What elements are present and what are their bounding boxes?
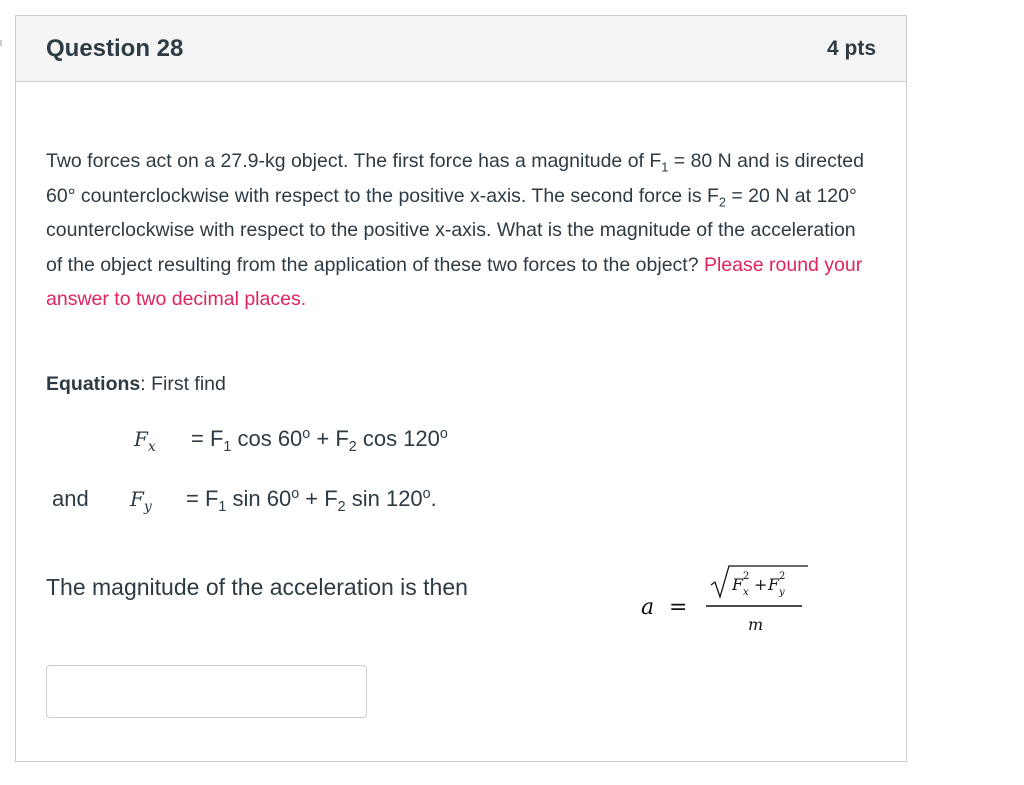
question-points: 4 pts [826,37,876,60]
denominator: m [748,615,764,634]
svg-text:2: 2 [743,571,750,582]
and-label: and [52,486,89,511]
svg-text:x: x [743,587,749,598]
svg-text:F: F [732,575,744,594]
numerator [731,571,785,598]
formula-equals: = [669,595,688,620]
answer-input[interactable] [46,665,367,718]
rounding-instruction: Please round your answer to two decimal places. [46,253,863,310]
fy-variable: $F_y$ [130,487,152,515]
svg-text:+: + [754,575,768,594]
question-card [15,15,907,762]
left-edge-marker [0,40,2,46]
fx-equation: = $F_1$ $\cos 60^o + F_2$ cos 120$^o$ [191,426,448,455]
question-text: Two forces act on a 27.9-kg object. The first force has a magnitude of $F_1 = 80$ N and is directed 60° counterclockwise with respect to the positive x-axis. The second force is $F_2 = 20$ N at 120° counterclockwise with respect to the positive x-axis. What is the magnitude of the acceleration of the object resulting from the application of these two forces to the object? Please round your answer to two decimal places. [46,150,865,310]
svg-text:2: 2 [779,571,786,582]
acceleration-formula [638,552,818,642]
fy-equation: = $F_1$ $\sin 60^o + F_2$ sin 120$^o$. [186,486,437,515]
svg-text:y: y [779,587,785,598]
svg-text:F: F [768,575,780,594]
question-title: Question 28 [46,35,184,62]
magnitude-statement: The magnitude of the acceleration is then [46,574,468,600]
fx-variable: $F_x$ [134,427,156,455]
question-header [16,16,906,82]
formula-lhs: a [641,595,655,620]
equations-heading: Equations: First find [46,373,226,395]
